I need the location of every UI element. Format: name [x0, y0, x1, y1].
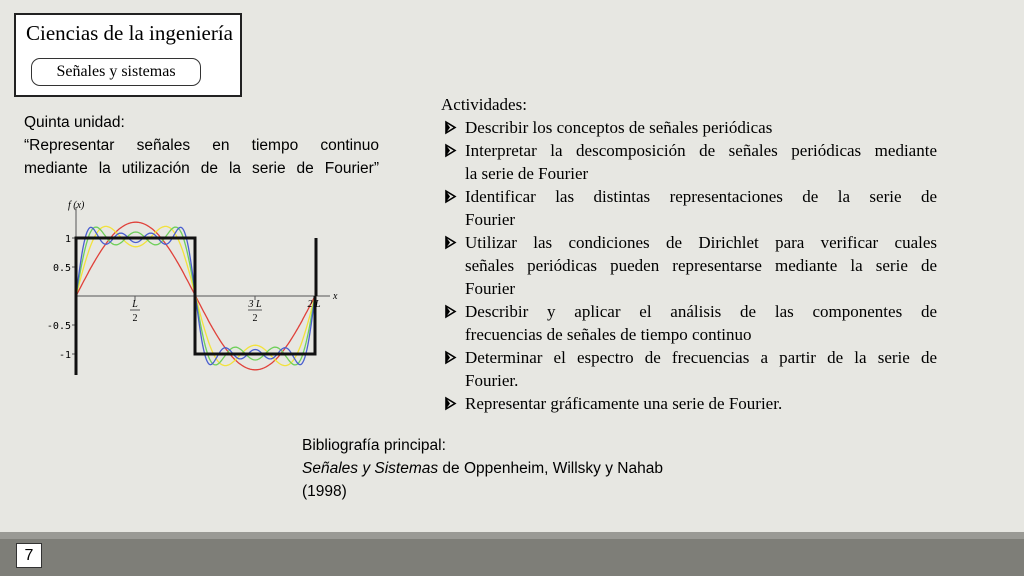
bibliography-reference: [302, 457, 722, 480]
unit-block: [24, 111, 379, 180]
activity-item-line: Describir y aplicar el análisis de las componentes de: [465, 302, 937, 321]
x-tick-L-denominator: 2: [132, 313, 138, 324]
activity-item: [441, 392, 937, 415]
activity-item-line: Fourier: [465, 210, 516, 229]
x-tick-2L: 2 L: [307, 299, 321, 310]
activities-list: [441, 116, 937, 415]
y-axis-label: f (x): [68, 200, 85, 211]
activity-item-line: Fourier.: [465, 371, 519, 390]
x-tick-L-numerator: L: [132, 299, 138, 310]
activity-item: [441, 346, 937, 392]
activity-item: [441, 231, 937, 300]
arrow-bullet-icon: [444, 139, 458, 162]
y-tick-1: 1: [64, 234, 71, 245]
activity-item-line: Identificar las distintas representaciones de la serie de: [465, 187, 937, 206]
activities-heading: Actividades:: [441, 95, 527, 114]
course-title: Ciencias de la ingeniería: [26, 21, 233, 45]
course-title-box: [14, 13, 242, 97]
arrow-bullet-icon: [444, 392, 458, 415]
unit-heading: Quinta unidad:: [24, 114, 125, 131]
activity-item: [441, 300, 937, 346]
x-tick-3L-numerator: 3 L: [248, 299, 262, 310]
activity-item: [441, 116, 937, 139]
unit-description-line-1: “Representar señales en tiempo continuo: [24, 137, 379, 154]
book-authors: de Oppenheim, Willsky y Nahab: [438, 460, 663, 477]
page-number: 7: [16, 543, 42, 568]
x-tick-3L-denominator: 2: [252, 313, 258, 324]
activity-item-line: frecuencias de señales de tiempo continuo: [465, 325, 752, 344]
x-axis-label: x: [333, 291, 338, 302]
activity-item-line: la serie de Fourier: [465, 164, 589, 183]
y-tick-minus-0.5: -0.5: [46, 321, 71, 332]
arrow-bullet-icon: [444, 116, 458, 139]
activity-item-line: Determinar el espectro de frecuencias a partir de la serie de: [465, 348, 937, 367]
activity-item-line: Describir los conceptos de señales periódicas: [465, 118, 773, 137]
bibliography-block: [302, 434, 722, 503]
arrow-bullet-icon: [444, 346, 458, 369]
bibliography-heading: Bibliografía principal:: [302, 437, 446, 454]
y-tick-minus-1: -1: [58, 350, 71, 361]
arrow-bullet-icon: [444, 185, 458, 208]
y-tick-0.5: 0.5: [52, 263, 71, 274]
activities-block: [441, 93, 937, 415]
arrow-bullet-icon: [444, 231, 458, 254]
course-subtitle: Señales y sistemas: [31, 58, 201, 86]
book-title: Señales y Sistemas: [302, 460, 439, 477]
unit-description-line-2: mediante la utilización de la serie de Fourier”: [24, 160, 379, 177]
activity-item: [441, 139, 937, 185]
arrow-bullet-icon: [444, 300, 458, 323]
activity-item: [441, 185, 937, 231]
activity-item-line: señales periódicas pueden representarse mediante la serie de: [465, 256, 937, 275]
activity-item-line: Interpretar la descomposición de señales periódicas mediante: [465, 141, 937, 160]
activity-item-line: Fourier: [465, 279, 516, 298]
footer-strip: [0, 532, 1024, 539]
activity-item-line: Utilizar las condiciones de Dirichlet para verificar cuales: [465, 233, 937, 252]
fourier-series-figure: [46, 195, 352, 380]
activity-item-line: Representar gráficamente una serie de Fourier.: [465, 394, 783, 413]
book-year: (1998): [302, 483, 347, 500]
